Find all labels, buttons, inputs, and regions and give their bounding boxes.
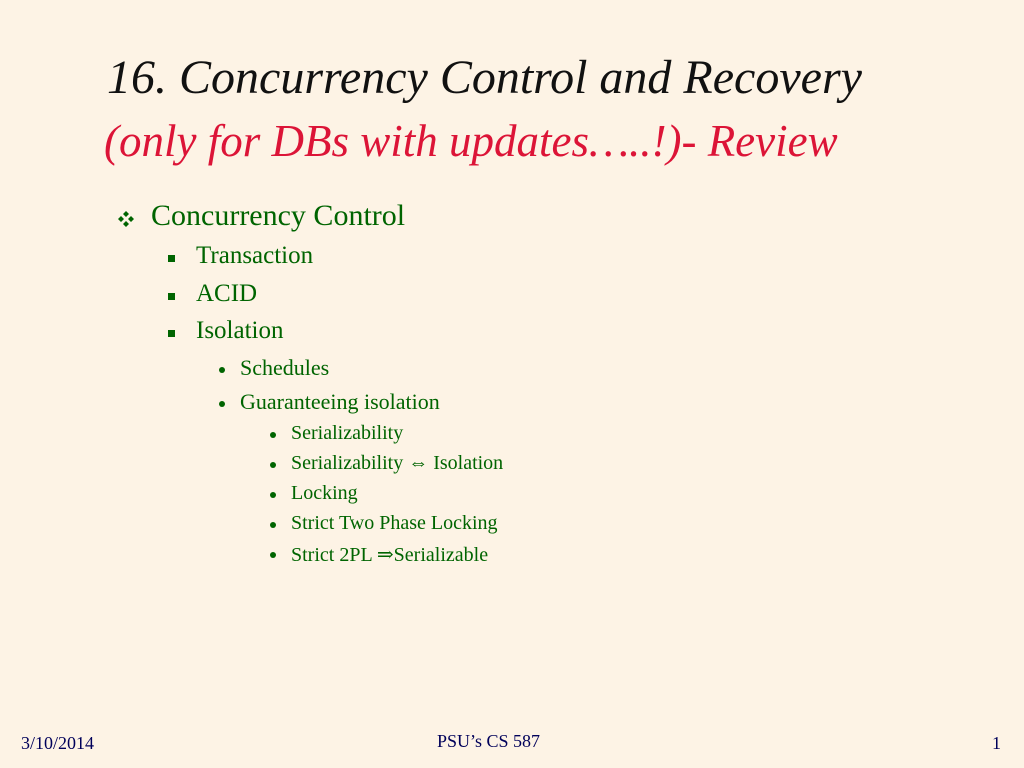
round-bullet-icon [219, 367, 225, 373]
outline-level4-item: Serializability [291, 422, 404, 444]
footer-page-number: 1 [992, 733, 1001, 753]
outline-level4-item: Strict Two Phase Locking [291, 512, 498, 534]
round-bullet-icon [270, 552, 276, 558]
outline-level2-item: Isolation [196, 317, 284, 344]
square-bullet-icon [168, 255, 175, 262]
slide-subtitle: (only for DBs with updates…..!)- Review [104, 116, 838, 166]
slide-title: 16. Concurrency Control and Recovery [107, 51, 862, 104]
square-bullet-icon [168, 330, 175, 337]
round-bullet-icon [270, 432, 276, 438]
outline-level2-item: Transaction [196, 242, 314, 269]
outline-level2-item: ACID [196, 280, 258, 307]
outline-level1-item: Concurrency Control [151, 199, 406, 232]
outline-level3-item: Guaranteeing isolation [240, 389, 440, 414]
footer-date: 3/10/2014 [21, 733, 95, 753]
round-bullet-icon [270, 492, 276, 498]
footer-course: PSU’s CS 587 [437, 731, 541, 751]
round-bullet-icon [270, 462, 276, 468]
outline-level4-item: Serializability ⇔ Isolation [291, 452, 504, 474]
square-bullet-icon [168, 293, 175, 300]
outline-level4-item: Strict 2PL ⇒Serializable [291, 544, 489, 566]
diamond-bullet-icon [118, 211, 134, 227]
round-bullet-icon [270, 522, 276, 528]
outline-level3-item: Schedules [240, 355, 330, 380]
outline-level4-item: Locking [291, 482, 358, 504]
round-bullet-icon [219, 401, 225, 407]
